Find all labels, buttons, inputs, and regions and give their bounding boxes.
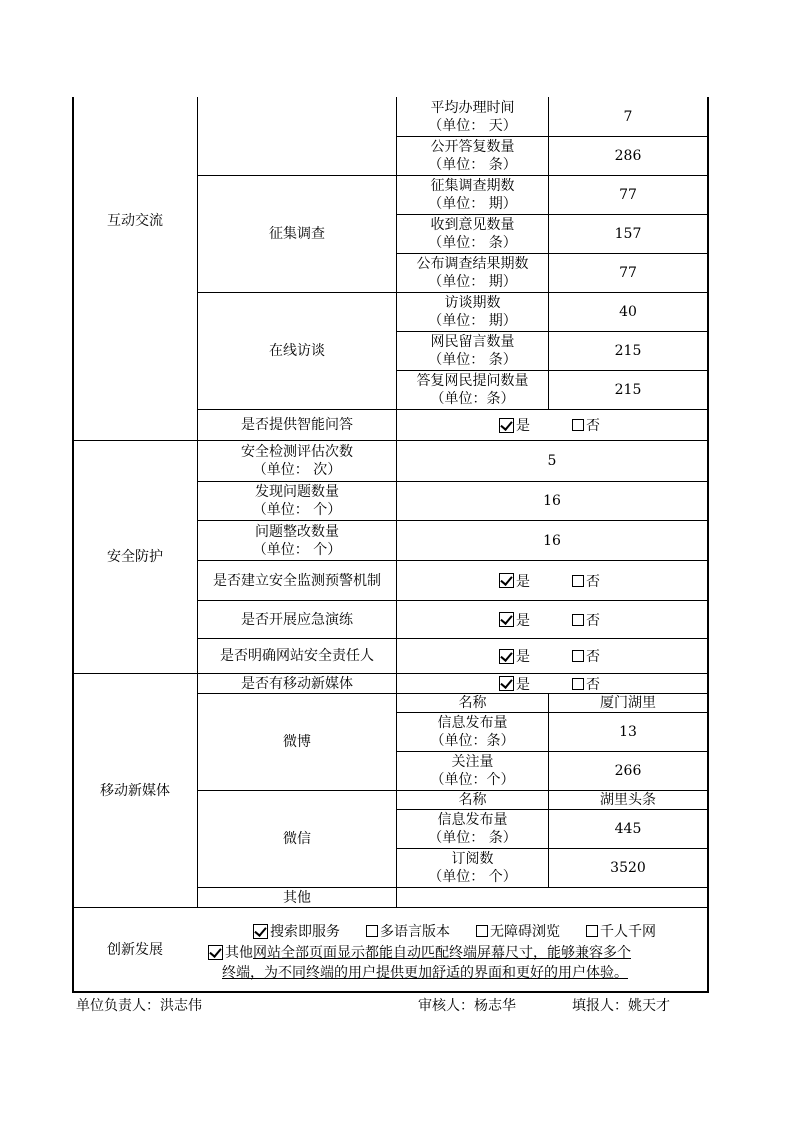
checkbox-checked-icon[interactable] xyxy=(253,924,268,939)
public-replies-label: 公开答复数量 （单位： 条） xyxy=(428,139,517,173)
security-owner-options: 是 否 xyxy=(499,639,600,673)
weibo-posts-label: 信息发布量 （单位：条） xyxy=(430,715,515,749)
security-evaluations-label: 安全检测评估次数 （单位： 次） xyxy=(241,444,353,478)
has-media-label: 是否有移动新媒体 xyxy=(241,675,353,692)
option-other: 其他 xyxy=(225,945,253,961)
survey-results-value: 77 xyxy=(619,265,637,281)
interview-title: 在线访谈 xyxy=(269,343,325,359)
interview-periods-label: 访谈期数 （单位： 期） xyxy=(428,295,517,329)
survey-periods-label: 征集调查期数 （单位： 期） xyxy=(428,178,517,212)
section-security: 安全防护 xyxy=(107,549,163,565)
checkbox-empty-icon[interactable] xyxy=(366,925,378,937)
section-interaction: 互动交流 xyxy=(107,213,163,229)
wechat-title: 微信 xyxy=(283,831,311,847)
smart-qa-options: 是 否 xyxy=(499,410,600,440)
survey-opinions-value: 157 xyxy=(614,226,642,242)
checkbox-checked-icon[interactable] xyxy=(499,612,514,627)
interview-messages-value: 215 xyxy=(614,343,642,359)
avg-time-value: 7 xyxy=(623,108,633,125)
survey-opinions-label: 收到意见数量 （单位： 条） xyxy=(428,217,517,251)
checkbox-empty-icon[interactable] xyxy=(476,925,488,937)
checkbox-empty-icon[interactable] xyxy=(572,575,584,587)
security-drill-options: 是 否 xyxy=(499,601,600,638)
security-problems-label: 发现问题数量 （单位： 个） xyxy=(252,484,342,518)
footer-leader: 单位负责人：洪志伟 xyxy=(76,998,202,1014)
wechat-name-value: 湖里头条 xyxy=(600,792,656,808)
checkbox-checked-icon[interactable] xyxy=(499,649,514,664)
section-innovation: 创新发展 xyxy=(107,942,163,958)
security-problems-value: 16 xyxy=(543,493,561,509)
other-description-line1: 网站全部页面显示都能自动匹配终端屏幕尺寸，能够兼容多个 xyxy=(253,945,631,961)
interview-answers-label: 答复网民提问数量 （单位：条） xyxy=(416,373,529,407)
footer-reviewer: 审核人：杨志华 xyxy=(418,998,516,1014)
weibo-title: 微博 xyxy=(283,734,311,750)
option-personalized: 千人千网 xyxy=(600,924,656,940)
wechat-name-label: 名称 xyxy=(458,792,487,808)
survey-periods-value: 77 xyxy=(619,187,637,203)
checkbox-empty-icon[interactable] xyxy=(572,650,584,662)
checkbox-empty-icon[interactable] xyxy=(572,419,584,431)
checkbox-checked-icon[interactable] xyxy=(499,676,514,691)
interview-answers-value: 215 xyxy=(614,382,642,398)
checkbox-checked-icon[interactable] xyxy=(208,945,223,960)
weibo-name-label: 名称 xyxy=(458,695,487,711)
weibo-followers-value: 266 xyxy=(614,763,642,779)
security-drill-label: 是否开展应急演练 xyxy=(241,611,353,628)
weibo-posts-value: 13 xyxy=(619,724,637,740)
security-warning-options: 是 否 xyxy=(499,561,600,600)
checkbox-checked-icon[interactable] xyxy=(499,418,514,433)
wechat-posts-label: 信息发布量 （单位： 条） xyxy=(428,812,517,846)
checkbox-empty-icon[interactable] xyxy=(586,925,598,937)
option-accessibility: 无障碍浏览 xyxy=(490,924,560,940)
avg-time-label: 平均办理时间 （单位： 天） xyxy=(428,99,517,134)
weibo-name-value: 厦门湖里 xyxy=(600,695,656,711)
innovation-other-row xyxy=(208,942,631,962)
smart-qa-label: 是否提供智能问答 xyxy=(241,417,353,433)
option-search-service: 搜索即服务 xyxy=(270,924,340,940)
interview-messages-label: 网民留言数量 （单位： 条） xyxy=(428,334,517,368)
survey-results-label: 公布调查结果期数 （单位： 期） xyxy=(416,256,529,290)
interview-periods-value: 40 xyxy=(619,304,637,320)
security-fixed-label: 问题整改数量 （单位： 个） xyxy=(252,523,342,558)
checkbox-checked-icon[interactable] xyxy=(499,573,514,588)
checkbox-empty-icon[interactable] xyxy=(572,678,584,690)
public-replies-value: 286 xyxy=(614,148,642,164)
footer-filler: 填报人：姚天才 xyxy=(572,998,670,1014)
wechat-posts-value: 445 xyxy=(614,821,642,837)
wechat-subscribers-value: 3520 xyxy=(610,860,646,876)
other-description-line2: 终端，为不同终端的用户提供更加舒适的界面和更好的用户体验。 xyxy=(222,965,628,981)
mobile-other-label: 其他 xyxy=(283,889,311,906)
security-fixed-value: 16 xyxy=(543,532,561,549)
survey-title: 征集调查 xyxy=(269,226,325,242)
security-evaluations-value: 5 xyxy=(547,453,557,469)
option-multilingual: 多语言版本 xyxy=(380,924,450,940)
weibo-followers-label: 关注量 （单位：个） xyxy=(430,754,515,788)
security-warning-label: 是否建立安全监测预警机制 xyxy=(213,572,381,589)
checkbox-empty-icon[interactable] xyxy=(572,614,584,626)
has-media-options: 是 否 xyxy=(499,674,600,693)
section-mobile: 移动新媒体 xyxy=(100,782,170,799)
wechat-subscribers-label: 订阅数 （单位： 个） xyxy=(428,851,517,885)
security-owner-label: 是否明确网站安全责任人 xyxy=(220,648,374,664)
innovation-options-row xyxy=(253,921,656,941)
